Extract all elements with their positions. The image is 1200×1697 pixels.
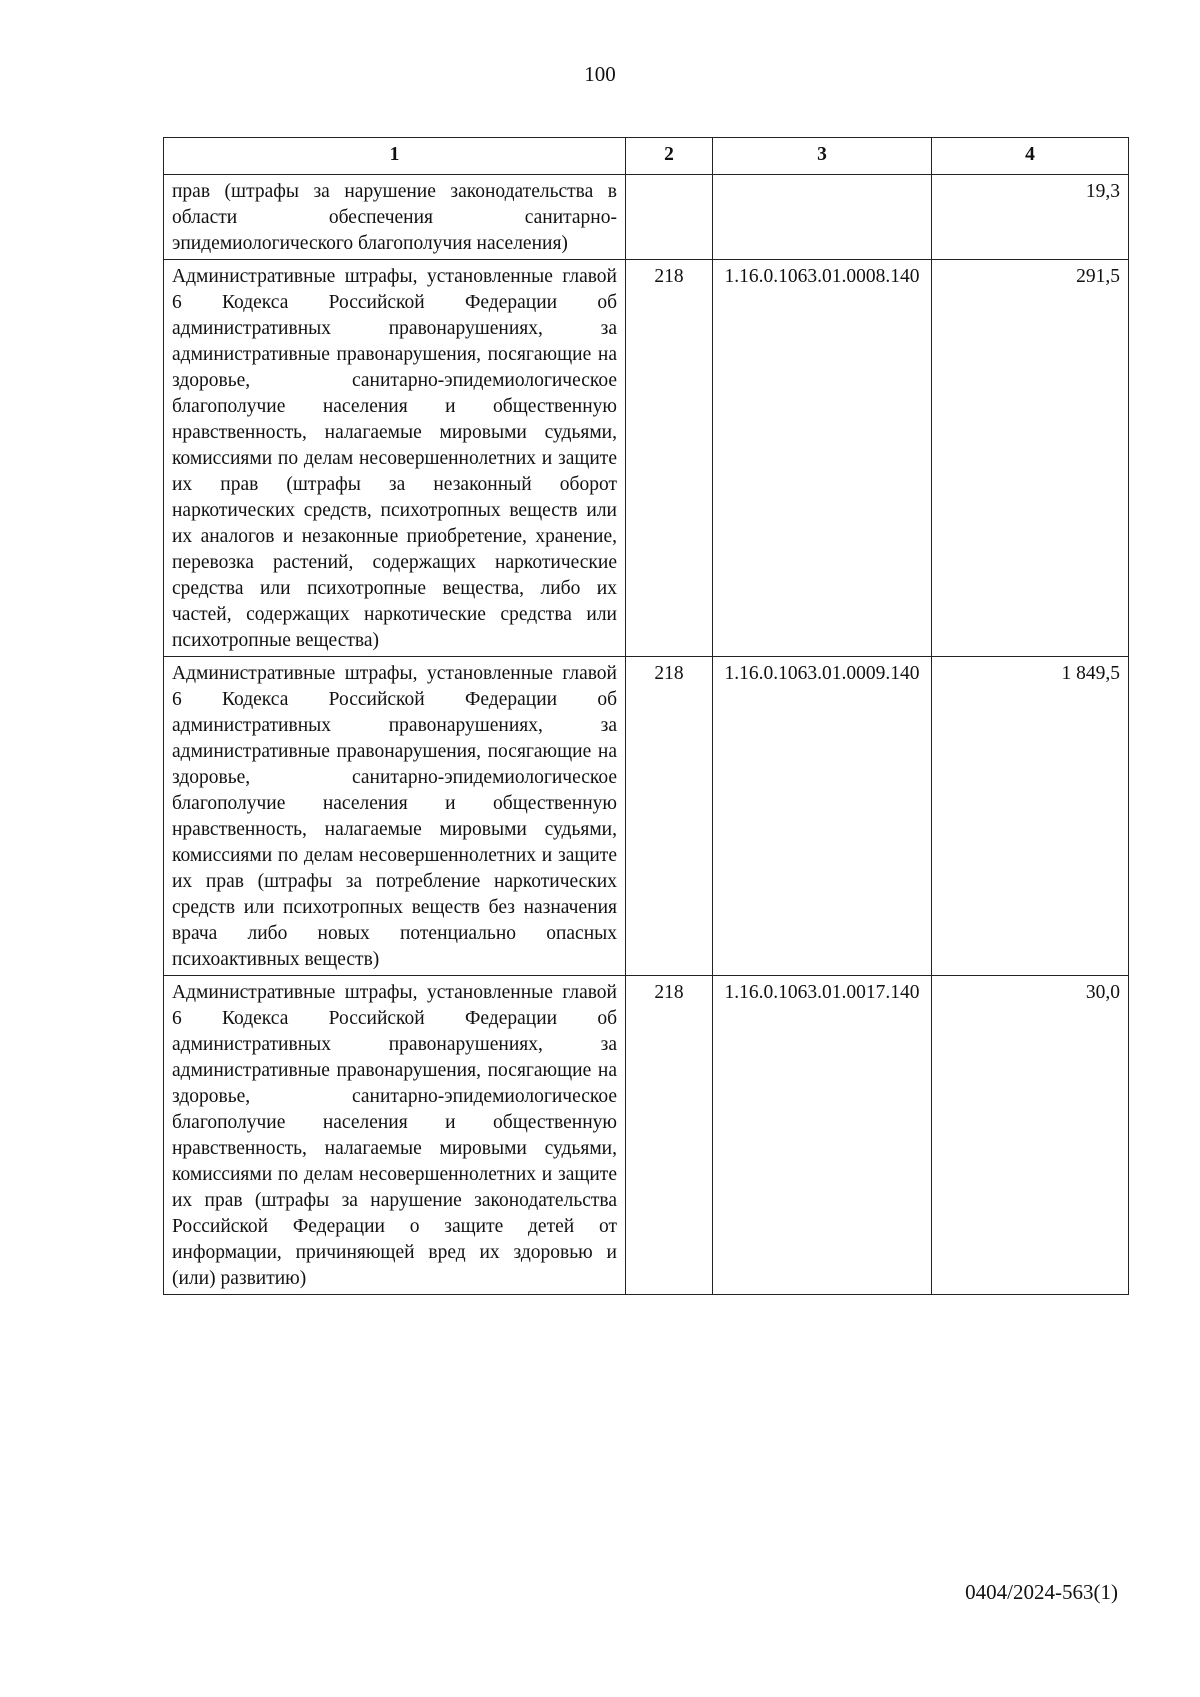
column-header-2: 2	[626, 138, 713, 175]
row-amount: 30,0	[932, 976, 1129, 1295]
row-classification-code	[713, 175, 932, 260]
row-admin-code	[626, 175, 713, 260]
table-row	[164, 657, 1129, 976]
row-description: Административные штрафы, установленные главой 6 Кодекса Российской Федерации об административных правонарушениях, за административные правонарушения, посягающие на здоровье, санитарно-эпидемиологическое благополучие населения и общественную нравственность, налагаемые мировыми судьями, комиссиями по делам несовершеннолетних и защите их прав (штрафы за нарушение законодательства Российской Федерации о защите детей от информации, причиняющей вред их здоровью и (или) развитию)	[164, 976, 626, 1295]
document-reference-code: 0404/2024-563(1)	[965, 1580, 1118, 1604]
row-amount: 291,5	[932, 260, 1129, 657]
table-header-row	[164, 138, 1129, 175]
row-amount: 1 849,5	[932, 657, 1129, 976]
row-admin-code: 218	[626, 260, 713, 657]
row-classification-code: 1.16.0.1063.01.0008.140	[713, 260, 932, 657]
revenue-table	[163, 137, 1129, 1295]
column-header-3: 3	[713, 138, 932, 175]
row-classification-code: 1.16.0.1063.01.0009.140	[713, 657, 932, 976]
row-description: прав (штрафы за нарушение законодательства в области обеспечения санитарно-эпидемиологического благополучия населения)	[164, 175, 626, 260]
column-header-4: 4	[932, 138, 1129, 175]
row-admin-code: 218	[626, 657, 713, 976]
table-row	[164, 976, 1129, 1295]
column-header-1: 1	[164, 138, 626, 175]
page-number: 100	[584, 62, 616, 86]
row-description: Административные штрафы, установленные главой 6 Кодекса Российской Федерации об административных правонарушениях, за административные правонарушения, посягающие на здоровье, санитарно-эпидемиологическое благополучие населения и общественную нравственность, налагаемые мировыми судьями, комиссиями по делам несовершеннолетних и защите их прав (штрафы за незаконный оборот наркотических средств, психотропных веществ или их аналогов и незаконные приобретение, хранение, перевозка растений, содержащих наркотические средства или психотропные вещества, либо их частей, содержащих наркотические средства или психотропные вещества)	[164, 260, 626, 657]
row-description: Административные штрафы, установленные главой 6 Кодекса Российской Федерации об административных правонарушениях, за административные правонарушения, посягающие на здоровье, санитарно-эпидемиологическое благополучие населения и общественную нравственность, налагаемые мировыми судьями, комиссиями по делам несовершеннолетних и защите их прав (штрафы за потребление наркотических средств или психотропных веществ без назначения врача либо новых потенциально опасных психоактивных веществ)	[164, 657, 626, 976]
table-row	[164, 175, 1129, 260]
row-amount: 19,3	[932, 175, 1129, 260]
table-row	[164, 260, 1129, 657]
row-classification-code: 1.16.0.1063.01.0017.140	[713, 976, 932, 1295]
row-admin-code: 218	[626, 976, 713, 1295]
